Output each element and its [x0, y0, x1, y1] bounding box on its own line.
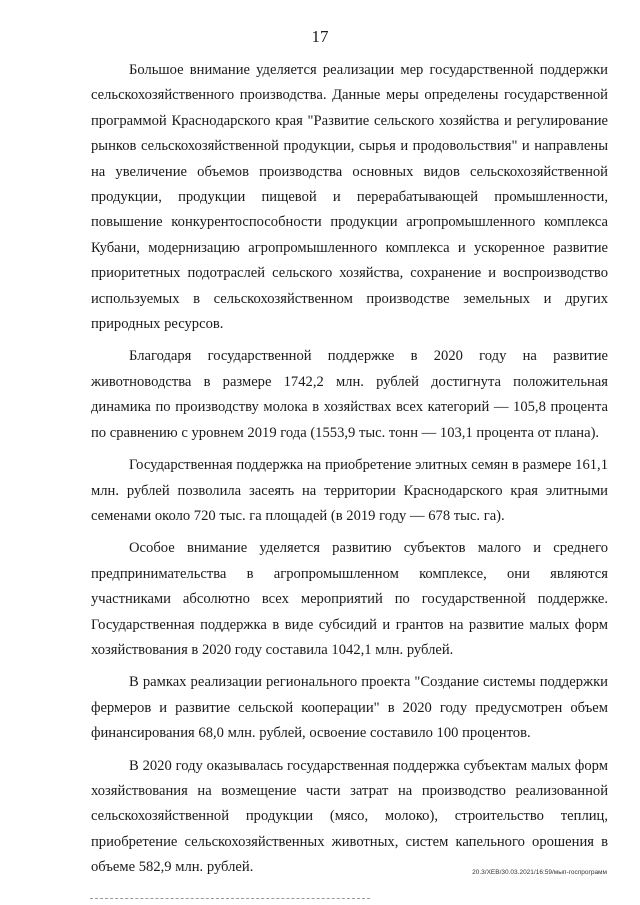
- paragraph-elite-seeds: Государственная поддержка на приобретение элитных семян в размере 161,1 млн. рублей позволила засеять на территории Краснодарского края элитными семенами около 720 тыс. га площадей (в 2019 году — 678 тыс. га).: [91, 457, 608, 524]
- scan-edge-divider: [90, 898, 370, 899]
- paragraph-small-business: Особое внимание уделяется развитию субъектов малого и среднего предпринимательства в агропромышленном комплексе, они являются участниками абсолютно всех мероприятий по государственной поддержке. Государственная поддержка в виде субсидий и грантов на развитие малых форм хозяйствования в 2020 году составила 1042,1 млн. рублей.: [91, 540, 608, 658]
- page-number: 17: [311, 27, 329, 46]
- footer-document-code: 20.3/ХЕВ/30.03.2021/16:59/мып-госпрограмм: [472, 869, 607, 876]
- paragraph-small-farms-compensation: В 2020 году оказывалась государственная поддержка субъектам малых форм хозяйствования на возмещение части затрат на производство реализованной сельскохозяйственной продукции (мясо, молоко), строительство теплиц, приобретение сельскохозяйственных животных, систем капельного орошения в объеме 582,9 млн. рублей.: [91, 757, 608, 876]
- paragraph-regional-project: В рамках реализации регионального проекта "Создание системы поддержки фермеров и развитие сельской кооперации" в 2020 году предусмотрен объем финансирования 68,0 млн. рублей, освоение составило 100 процентов.: [91, 674, 608, 742]
- paragraph-state-support-measures: Большое внимание уделяется реализации мер государственной поддержки сельскохозяйственного производства. Данные меры определены государственной программой Краснодарского края "Развитие сельского хозяйства и регулирование рынков сельскохозяйственной продукции, сырья и продовольствия" и направлены на увеличение объемов производства основных видов сельскохозяйственной продукции, продукции пищевой и перерабатывающей промышленности, повышение конкурентоспособности продукции агропромышленного комплекса Кубани, модернизацию агропромышленного комплекса и ускоренное развитие приоритетных подотраслей сельского хозяйства, сохранение и воспроизводство используемых в сельскохозяйственном производстве земельных и других природных ресурсов.: [91, 62, 608, 333]
- paragraph-livestock-support: Благодаря государственной поддержке в 2020 году на развитие животноводства в размере 1742,2 млн. рублей достигнута положительная динамика по производству молока в хозяйствах всех категорий — 105,8 процента по сравнению с уровнем 2019 года (1553,9 тыс. тонн — 103,1 процента от плана).: [91, 348, 608, 441]
- body-text: [91, 58, 608, 881]
